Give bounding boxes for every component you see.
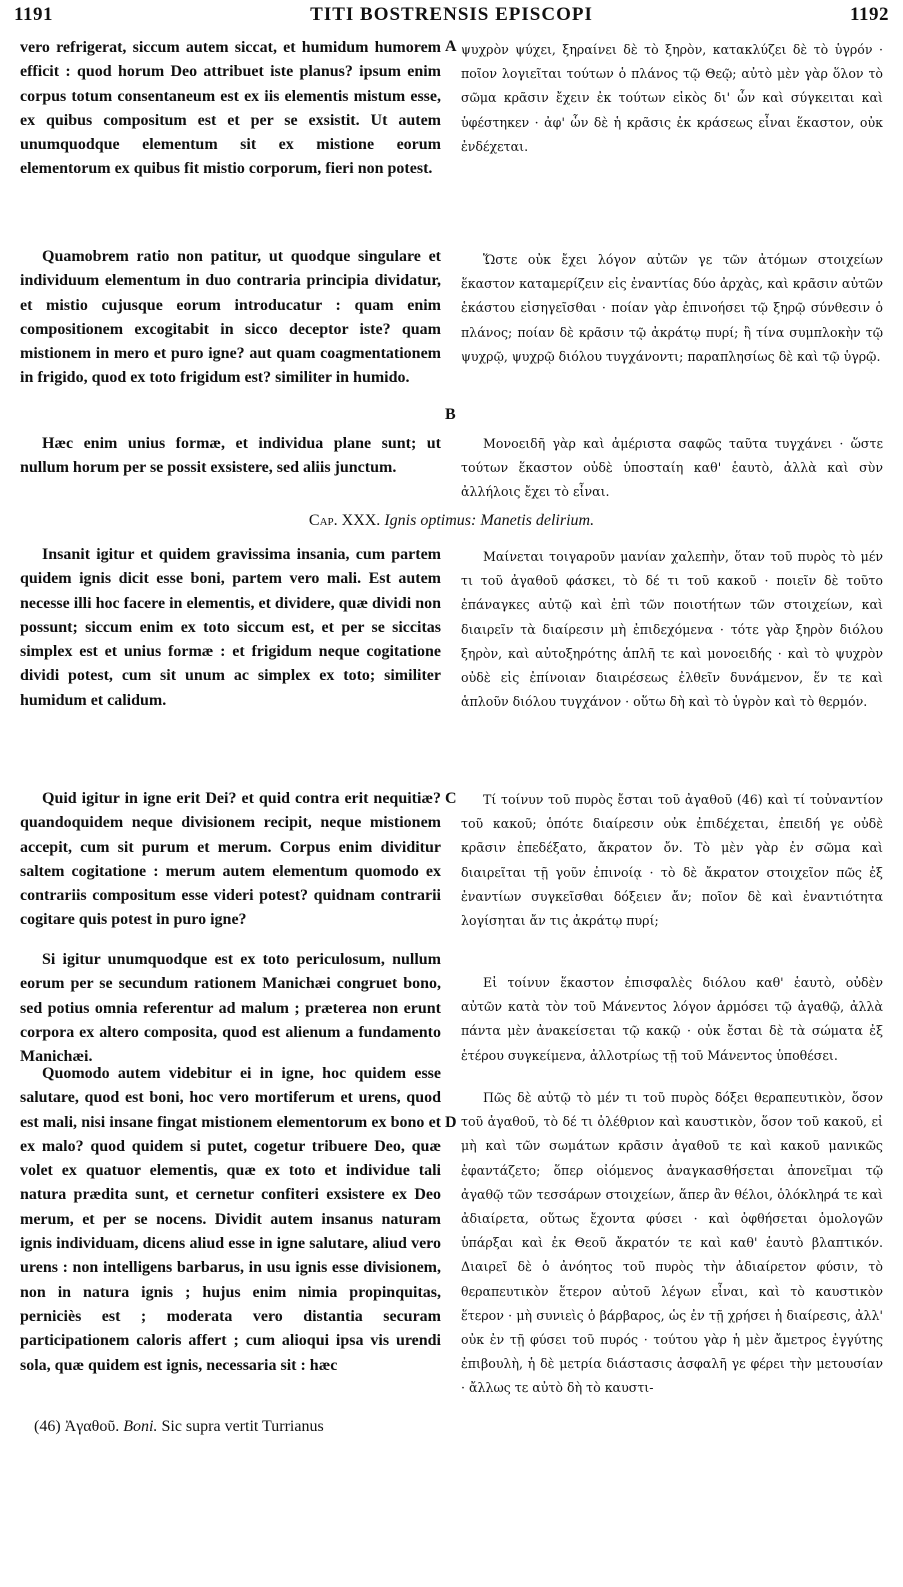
greek-paragraph-1: ψυχρὸν ψύχει, ξηραίνει δὲ τὸ ξηρὸν, κατακλύζει δὲ τὸ ὑγρόν · ποῖον λογιεῖται τούτων ὁ πλάνος τῷ Θεῷ; αὐτὸ μὲν γὰρ ὅλον τὸ σῶμα κρᾶσιν ἔχειν ἐκ τούτων εἰκὸς δι' ὧν καὶ σύγκειται καὶ ὑφέστηκεν · ἀφ' ὧν δὲ ἡ κρᾶσις ἐκ κράσεως εἶναι ἕκαστον, οὐκ ἐνδέχεται. [461, 42, 883, 154]
greek-paragraph-7: Πῶς δὲ αὐτῷ τὸ μέν τι τοῦ πυρὸς δόξει θεραπευτικὸν, ὅσον τοῦ ἀγαθοῦ, τὸ δέ τι ὀλέθριον καὶ καυστικὸν, ὅσον τοῦ κακοῦ, εἰ μὴ καὶ τῶν σωμάτων κρᾶσιν ἀγαθοῦ τε καὶ κακοῦ μανικῶς ἐφαντάζετο; ὅπερ οἰόμενος ἀναγκασθήσεται ἀπονεῖμαι τῷ ἀγαθῷ τῶν τεσσάρων στοιχείων, ἅπερ ἂν θέλοι, ὁλόκληρά τε καὶ ἀδιαίρετα, οὕτως ἔχοντα φύσει · καὶ ὀφθήσεται ὁμολογῶν ὑπάρξαι καὶ ἐκ Θεοῦ ἄκρατόν τε καὶ καθ' ἑαυτὸ βλαπτικόν. Διαιρεῖ δὲ ὁ ἀνόητος τοῦ πυρὸς τὴν ἀδιαίρετον φύσιν, τὸ θεραπευτικὸν ἕτερον αὐτοῦ λέγων εἶναι, καὶ τὸ καυστικὸν ἕτερον · μὴ συνιεὶς ὁ βάρβαρος, ὡς ἐν τῇ χρήσει ἡ διαίρεσις, ἀλλ' οὐκ ἐν τῇ φύσει τοῦ πυρός · τούτου γὰρ ἡ μὲν ἄμετρος ἐγγύτης ἐπιβουλὴ, ἡ δὲ μετρία διάστασις ἀσφαλῆ γε φέρει τὴν μετουσίαν · ἄλλως τε αὐτὸ δὴ τὸ καυστι- [461, 1090, 883, 1396]
margin-marker-d: D [445, 1114, 457, 1131]
greek-paragraph-2: Ὥστε οὐκ ἔχει λόγον αὐτῶν γε τῶν ἀτόμων στοιχείων ἕκαστον καταμερίζειν εἰς ἐναντίας δύο ἀρχὰς, καὶ κρᾶσιν αὐτῶν ἑκάστου εἰσηγεῖσθαι · ποίαν γὰρ ἐπινοήσει τῷ ξηρῷ σύνθεσιν ὁ πλάνος; ποίαν δὲ κρᾶσιν τῷ ἀκράτῳ πυρί; ἢ τίνα συμπλοκὴν τῷ ψυχρῷ, ψυχρῷ διόλου τυγχάνοντι; παραπλησίως δὲ καὶ τῷ ὑγρῷ. [461, 252, 883, 364]
footnote-latin-word: Boni. [123, 1418, 158, 1435]
margin-marker-b: B [445, 406, 456, 423]
margin-marker-a: A [445, 38, 457, 55]
page-header [0, 4, 903, 30]
page-number-left: 1191 [14, 4, 53, 25]
latin-paragraph-5: Quid igitur in igne erit Dei? et quid contra erit nequitiæ? quandoquidem neque divisionem recipit, neque mistionem accepit, cum sit purum et merum. Corpus enim dividitur saltem cogitatione : merum autem elementum quomodo ex contrariis compositum esse videri potest? quidnam contrarii cogitare quis potest in puro igne? [20, 790, 441, 929]
latin-paragraph-2: Quamobrem ratio non patitur, ut quodque singulare et individuum elementum in duo contraria principia dividatur, et mistio cujusque eorum introducatur : quam enim compositionem excogitabit in sicco deceptor iste? quam mistionem in mero et puro igne? aut quam coagmentationem in frigido, quod ex toto frigidum est? similiter in humido. [20, 248, 441, 387]
greek-paragraph-5: Τί τοίνυν τοῦ πυρὸς ἔσται τοῦ ἀγαθοῦ (46) καὶ τί τοὐναντίον τοῦ κακοῦ; ὁπότε διαίρεσιν οὐκ ἐπιδέχεται, ἐπειδή γε οὐδὲ κρᾶσιν ἐπεδέξατο, ἄκρατον ὄν. Τὸ μὲν γὰρ ἐν σῶμα καὶ διαιρεῖται τῇ γοῦν ἐπινοίᾳ · τὸ δὲ ἄκρατον στοιχεῖον πῶς ἐξ ἐναντίων συγκεῖσθαι δόξειεν ἄν; ποῖον δὲ καὶ ἐναντιότητα λογίσηται ἄν τις ἀκράτῳ πυρί; [461, 792, 883, 929]
latin-paragraph-6: Si igitur unumquodque est ex toto periculosum, nullum eorum per se secundum rationem Manichæi congruet bono, sed potius omnia referentur ad malum ; præterea non erunt corpora ex altero composita, quod est alienum a fundamento Manichæi. [20, 951, 441, 1066]
latin-paragraph-4: Insanit igitur et quidem gravissima insania, cum partem quidem ignis dicit esse boni, partem vero mali. Est autem necesse illi hoc facere in elementis, et dividere, quæ dividi non possunt; siccum enim ex toto siccum est, et per se siccitas simplex est et unius formæ : et frigidum neque cogitatione dividi potest, cum sit unum ac simplex ex toto; similiter humidum et calidum. [20, 546, 441, 709]
latin-paragraph-3: Hæc enim unius formæ, et individua plane sunt; ut nullum horum per se possit exsistere, sed aliis junctum. [20, 435, 441, 477]
footnote [34, 1418, 734, 1436]
margin-marker-c: C [445, 790, 457, 807]
footnote-greek: Ἀγαθοῦ. [64, 1418, 120, 1435]
chapter-number: Cap. XXX. [308, 512, 381, 529]
page-number-right: 1192 [850, 4, 889, 25]
running-title: TITI BOSTRENSIS EPISCOPI [310, 4, 593, 25]
greek-paragraph-3: Μονοειδῆ γὰρ καὶ ἀμέριστα σαφῶς ταῦτα τυγχάνει · ὥστε τούτων ἕκαστον οὐδὲ ὑποσταίη καθ' ἑαυτὸ, ἀλλὰ καὶ σὺν ἀλλήλοις ἔχει τὸ εἶναι. [461, 436, 883, 500]
chapter-title: Ignis optimus: Manetis delirium. [384, 512, 595, 529]
greek-paragraph-4: Μαίνεται τοιγαροῦν μανίαν χαλεπὴν, ὅταν τοῦ πυρὸς τὸ μέν τι τοῦ ἀγαθοῦ φάσκει, τὸ δέ τι τοῦ κακοῦ · ποιεῖν δὲ τοῦτο ἐπάναγκες αὐτῷ καὶ ἐπὶ τῶν ποιοτήτων τῶν στοιχείων, καὶ διαιρεῖν τὰ διαίρεσιν μὴ ἐπιδεχόμενα · τότε γὰρ ξηρὸν διόλου ξηρὸν, καὶ αὐτοξηρότης ἁπλῆ τε καὶ μονοειδής · καὶ τὸ ψυχρὸν οὐδὲ εἰς ἐπίνοιαν διαιρέσεως ἐλθεῖν δυνάμενον, ἕν τε καὶ ἁπλοῦν διόλου τυγχάνον · οὕτω δὴ καὶ τὸ ὑγρὸν καὶ τὸ θερμόν. [461, 549, 883, 710]
latin-paragraph-1: vero refrigerat, siccum autem siccat, et humidum humorem efficit : quod horum Deo attribuet iste planus? ipsum enim corpus totum consentaneum est ex iis elementis mistum esse, ex quibus compositum est et per se exsistit. Ut autem unumquodque elementum sit ex mistione eorum elementorum ex quibus fit mistio corporum, fieri non potest. [20, 39, 441, 178]
footnote-text: Sic supra vertit Turrianus [161, 1418, 324, 1435]
latin-paragraph-7: Quomodo autem videbitur ei in igne, hoc quidem esse salutare, quod est boni, hoc vero mortiferum et urens, quod est mali, nisi insane fingat mistionem elementorum ex bono et ex malo? quod quidem si putet, cogetur tribuere Deo, quæ volet ex quatuor elementis, quæ ex toto et individue tali natura prædita sunt, et cernetur confiteri exsistere ex Deo merum, et per se nocens. Dividit autem insanus naturam ignis individuam, dicens aliud esse in igne salutare, aliud vero urens : non intelligens barbarus, in usu ignis esse divisionem, non in natura ignis ; hujus enim nimia propinquitas, perniciès est ; moderata vero distantia securam participationem caloris affert ; cum alioqui ipsa vis urendi sola, quæ quidem est ignis, necessaria sit : hæc [20, 1065, 441, 1374]
greek-paragraph-6: Εἰ τοίνυν ἕκαστον ἐπισφαλὲς διόλου καθ' ἑαυτὸ, οὐδὲν αὐτῶν κατὰ τὸν τοῦ Μάνεντος λόγον ἁρμόσει τῷ ἀγαθῷ, ἀλλὰ πάντα μὲν ἀνακείσεται τῷ κακῷ · οὐκ ἔσται δὲ τὰ σώματα ἐξ ἑτέρου συγκείμενα, ἀλλοτρίως τῇ τοῦ Μάνεντος ὑποθέσει. [461, 975, 883, 1063]
chapter-heading [0, 512, 903, 530]
footnote-number: (46) [34, 1418, 61, 1435]
